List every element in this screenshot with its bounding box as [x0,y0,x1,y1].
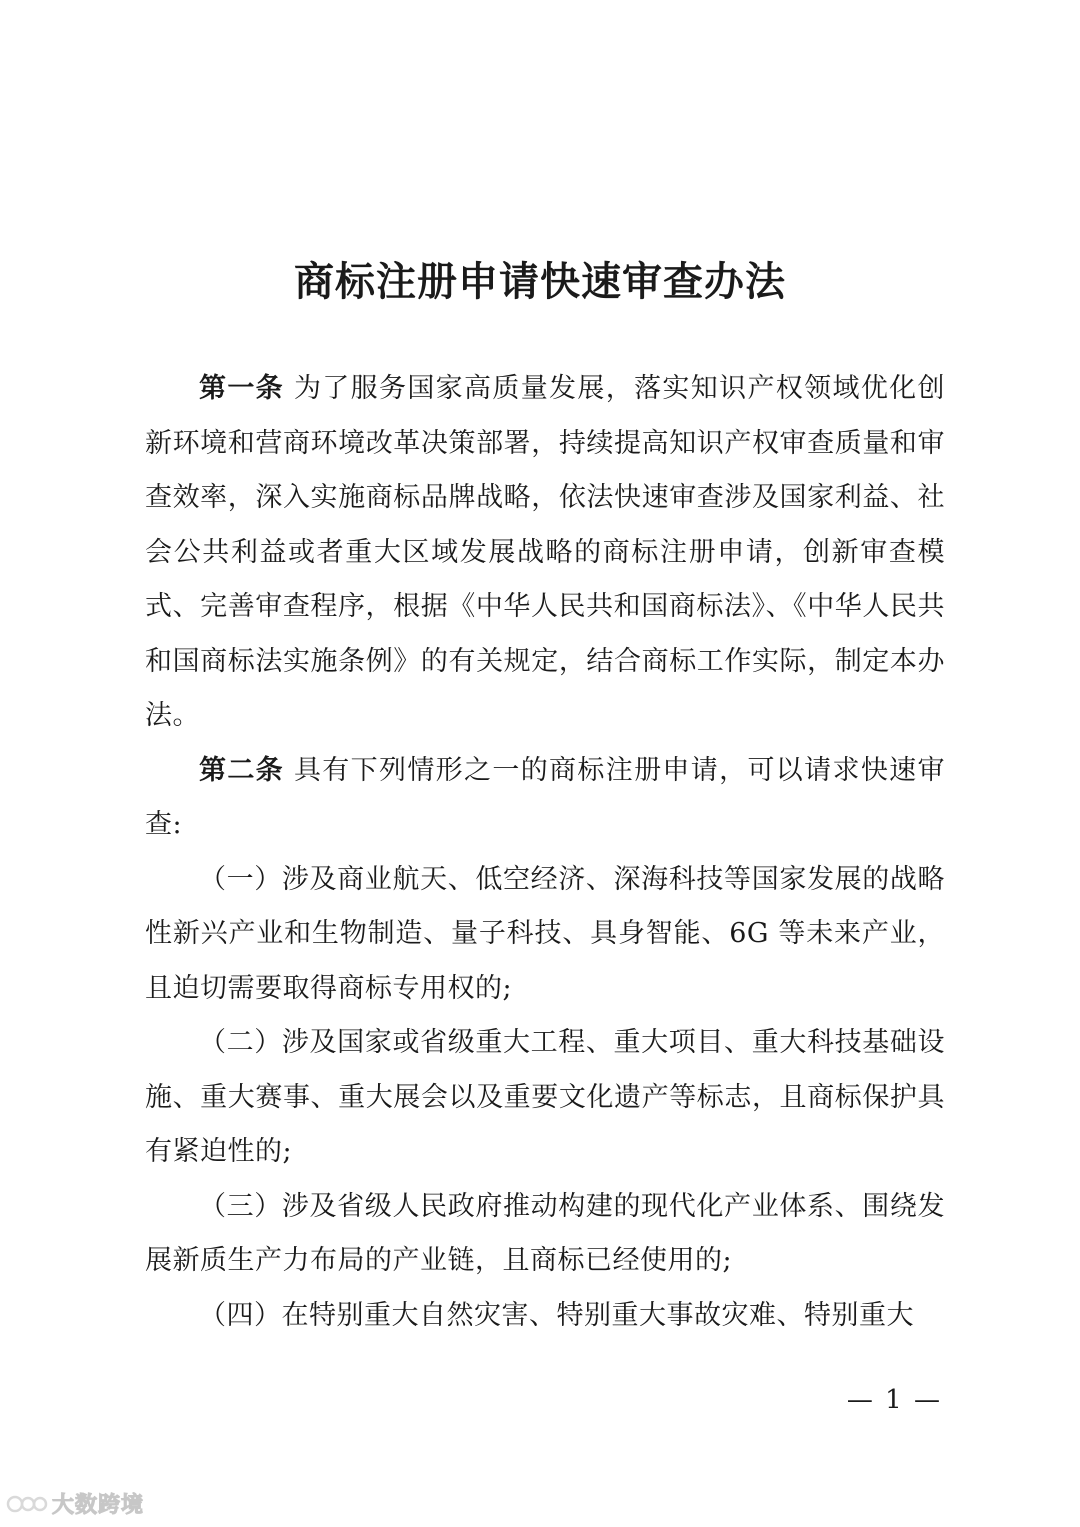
paragraph-text: （二）涉及国家或省级重大工程、重大项目、重大科技基础设施、重大赛事、重大展会以及重要文化遗产等标志，且商标保护具有紧迫性的; [145,1027,945,1167]
page-number: — 1 — [846,1385,942,1415]
watermark-logo-icon [6,1491,48,1517]
paragraph-text: （三）涉及省级人民政府推动构建的现代化产业体系、围绕发展新质生产力布局的产业链，且商标已经使用的; [145,1190,945,1276]
watermark [6,1488,144,1519]
paragraph-item-3 [145,1180,945,1289]
article-label: 第二条 [199,754,285,786]
paragraph-item-2 [145,1016,945,1180]
article-label: 第一条 [199,373,285,404]
paragraph-article-2 [145,744,945,853]
paragraph-item-1 [145,853,945,1017]
watermark-text: 大数跨境 [52,1493,145,1518]
paragraph-text: （四）在特别重大自然灾害、特别重大事故灾难、特别重大 [199,1299,914,1331]
paragraph-text: 具有下列情形之一的商标注册申请，可以请求快速审查: [145,754,946,840]
document-body [145,362,945,1343]
paragraph-text: 为了服务国家高质量发展，落实知识产权领域优化创新环境和营商环境改革决策部署，持续提高知识产权审查质量和审查效率，深入实施商标品牌战略，依法快速审查涉及国家利益、社会公共利益或者重大区域发展战略的商标注册申请，创新审查模式、完善审查程序，根据《中华人民共和国商标法》、《中华人民共和国商标法实施条例》的有关规定，结合商标工作实际，制定本办法。 [145,373,946,731]
document-title: 商标注册申请快速审查办法 [294,258,786,305]
paragraph-article-1 [145,362,945,744]
paragraph-text: （一）涉及商业航天、低空经济、深海科技等国家发展的战略性新兴产业和生物制造、量子科技、具身智能、6G 等未来产业，且迫切需要取得商标专用权的; [145,863,945,1004]
paragraph-item-4 [145,1289,945,1344]
